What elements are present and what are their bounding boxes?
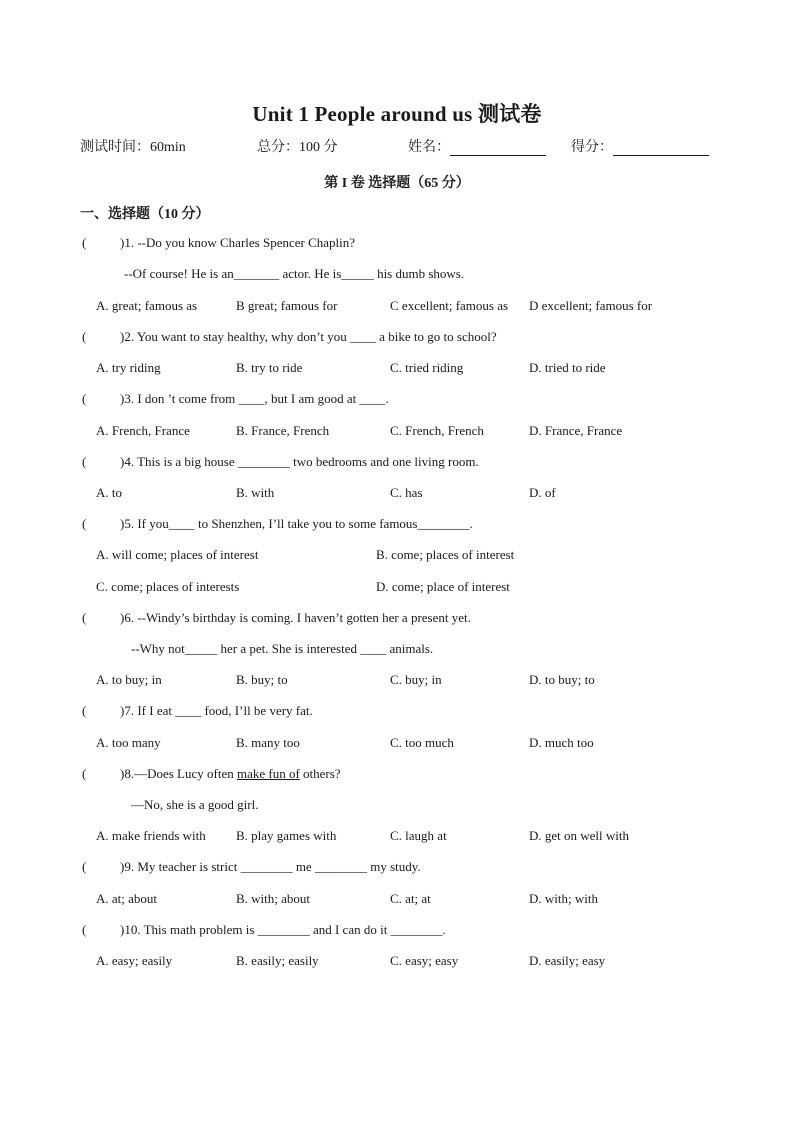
question-8-reply: —No, she is a good girl. <box>131 797 259 812</box>
answer-paren: ( <box>82 329 87 344</box>
name-label: 姓名： <box>408 140 450 155</box>
question-9 <box>82 859 421 875</box>
question-2 <box>82 329 497 345</box>
q3-option-c: C. French, French <box>390 423 484 438</box>
q6-option-a: A. to buy; in <box>96 672 162 687</box>
name-field <box>408 136 546 156</box>
underlined-phrase: make fun of <box>236 766 300 781</box>
q1-option-d: D excellent; famous for <box>529 298 653 313</box>
score-field <box>571 136 709 156</box>
q1-option-a: A. great; famous as <box>96 298 198 313</box>
name-blank <box>450 141 546 156</box>
question-4 <box>82 454 479 470</box>
q9-option-c: C. at; at <box>390 891 431 906</box>
question-stem: )6. --Windy’s birthday is coming. I haven’t gotten her a present yet. <box>120 610 471 625</box>
q9-option-d: D. with; with <box>529 891 598 906</box>
q8-option-c: C. laugh at <box>390 828 447 843</box>
answer-paren: ( <box>82 516 87 531</box>
section-title: 一、选择题（10 分） <box>80 207 210 222</box>
answer-paren: ( <box>82 703 87 718</box>
question-stem: )9. My teacher is strict ________ me ________ my study. <box>120 859 421 874</box>
q3-option-d: D. France, France <box>529 423 623 438</box>
answer-paren: ( <box>82 766 87 781</box>
q7-option-b: B. many too <box>236 735 300 750</box>
question-6-reply: --Why not_____ her a pet. She is interested ____ animals. <box>131 641 434 656</box>
q4-option-c: C. has <box>390 485 423 500</box>
q7-option-c: C. too much <box>390 735 454 750</box>
q8-option-a: A. make friends with <box>96 828 206 843</box>
q8-option-b: B. play games with <box>236 828 337 843</box>
q6-option-d: D. to buy; to <box>529 672 595 687</box>
answer-paren: ( <box>82 235 87 250</box>
question-stem: )3. I don ’t come from ____, but I am good at ____. <box>120 391 389 406</box>
answer-paren: ( <box>82 859 87 874</box>
answer-paren: ( <box>82 922 87 937</box>
q5-option-b: B. come; places of interest <box>376 547 515 562</box>
question-stem-end: others? <box>299 766 341 781</box>
answer-paren: ( <box>82 391 87 406</box>
q9-option-a: A. at; about <box>96 891 158 906</box>
total-score: 总分：100 分 <box>257 140 338 155</box>
q3-option-a: A. French, France <box>96 423 190 438</box>
q5-option-c: C. come; places of interests <box>96 579 240 594</box>
q2-option-a: A. try riding <box>96 360 161 375</box>
q10-option-c: C. easy; easy <box>390 953 459 968</box>
q3-option-b: B. France, French <box>236 423 330 438</box>
question-6 <box>82 610 471 626</box>
question-stem: )10. This math problem is ________ and I can do it ________. <box>120 922 446 937</box>
test-time: 测试时间：60min <box>80 140 186 155</box>
question-10 <box>82 922 446 938</box>
q4-option-d: D. of <box>529 485 556 500</box>
q8-option-d: D. get on well with <box>529 828 630 843</box>
q4-option-a: A. to <box>96 485 122 500</box>
q7-option-a: A. too many <box>96 735 161 750</box>
question-stem-start: )8.—Does Lucy often <box>120 766 237 781</box>
q2-option-b: B. try to ride <box>236 360 303 375</box>
question-stem: )5. If you____ to Shenzhen, I’ll take you to some famous________. <box>120 516 473 531</box>
question-1-reply: --Of course! He is an_______ actor. He is_____ his dumb shows. <box>124 266 465 281</box>
question-stem: )2. You want to stay healthy, why don’t you ____ a bike to go to school? <box>120 329 497 344</box>
question-1 <box>82 235 355 251</box>
part-title: 第 I 卷 选择题（65 分） <box>324 176 470 191</box>
q2-option-c: C. tried riding <box>390 360 464 375</box>
question-stem: )4. This is a big house ________ two bedrooms and one living room. <box>120 454 479 469</box>
q7-option-d: D. much too <box>529 735 594 750</box>
q4-option-b: B. with <box>236 485 275 500</box>
q6-option-b: B. buy; to <box>236 672 288 687</box>
q9-option-b: B. with; about <box>236 891 311 906</box>
q5-option-a: A. will come; places of interest <box>96 547 259 562</box>
q6-option-c: C. buy; in <box>390 672 442 687</box>
q2-option-d: D. tried to ride <box>529 360 606 375</box>
question-stem: )1. --Do you know Charles Spencer Chaplin? <box>120 235 356 250</box>
page-title: Unit 1 People around us 测试卷 <box>252 102 542 126</box>
q10-option-b: B. easily; easily <box>236 953 319 968</box>
score-label: 得分： <box>571 140 613 155</box>
q1-option-c: C excellent; famous as <box>390 298 509 313</box>
q10-option-d: D. easily; easy <box>529 953 606 968</box>
question-3 <box>82 391 389 407</box>
q10-option-a: A. easy; easily <box>96 953 173 968</box>
question-stem: )7. If I eat ____ food, I’ll be very fat. <box>120 703 313 718</box>
q1-option-b: B great; famous for <box>236 298 338 313</box>
score-blank <box>613 141 709 156</box>
q5-option-d: D. come; place of interest <box>376 579 510 594</box>
question-7 <box>82 703 313 719</box>
question-5 <box>82 516 473 532</box>
answer-paren: ( <box>82 610 87 625</box>
answer-paren: ( <box>82 454 87 469</box>
question-8 <box>82 766 341 782</box>
